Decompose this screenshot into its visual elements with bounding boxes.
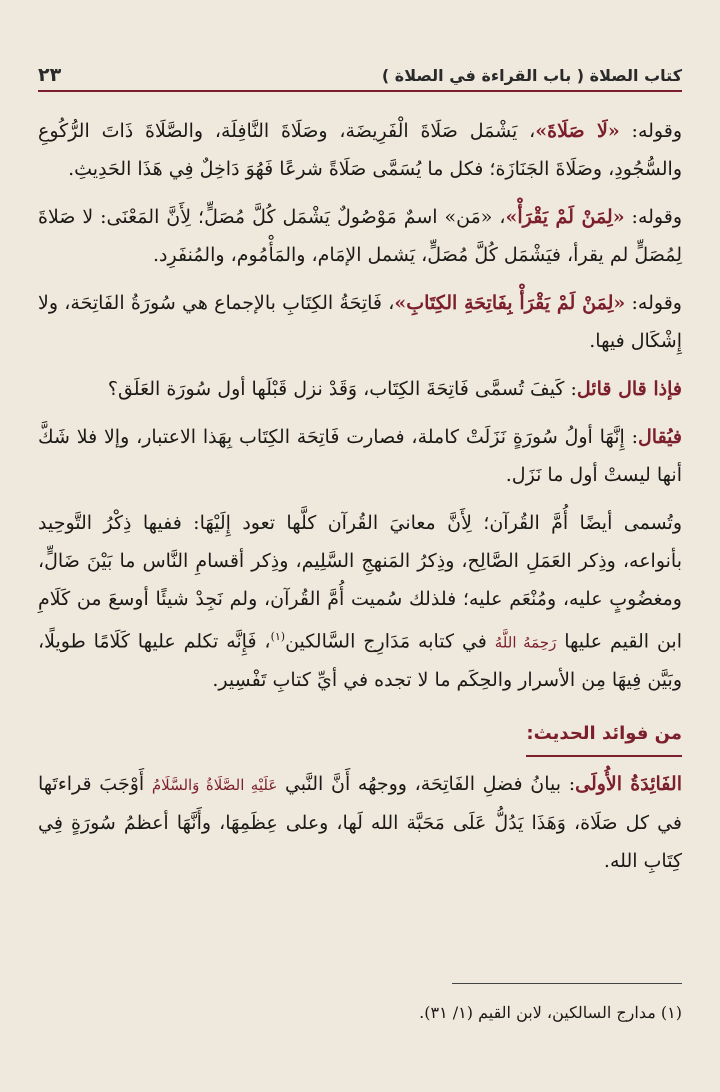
paragraph xyxy=(38,112,682,188)
hadith-quote: «لِمَنْ لَمْ يَقْرَأْ بِفَاتِحَةِ الكِتَابِ» xyxy=(394,292,626,314)
paragraph xyxy=(38,284,682,360)
page-number: ٢٣ xyxy=(38,64,62,86)
paragraph-text: : كَيفَ تُسمَّى فَاتِحَةَ الكِتَاب، وَقَدْ نزل قَبْلَها أول سُورَة العَلَق؟ xyxy=(107,378,577,400)
footnote-ref[interactable]: (١) xyxy=(270,630,286,643)
paragraph-text: في كتابه مَدَارِج السَّالكين xyxy=(285,630,495,653)
header-divider xyxy=(38,90,682,92)
question-lead: فإذا قال قائل xyxy=(576,378,682,400)
main-text xyxy=(38,112,682,890)
paragraph xyxy=(38,198,682,274)
paragraph-text: ، فَإِنَّه تكلم عليها كَلَامًا طويلًا، وبَيَّن فِيهَا مِن الأسرار والحِكَم ما لا تجده في أيِّ كتابِ تَفْسِير. xyxy=(38,630,682,692)
footnote: (١) مدارج السالكين، لابن القيم (١/ ٣١). xyxy=(419,1003,682,1022)
paragraph xyxy=(38,370,682,408)
paragraph-lead: وقوله: xyxy=(619,120,682,142)
running-title: كتاب الصلاة ( باب القراءة في الصلاة ) xyxy=(381,65,682,85)
paragraph xyxy=(38,418,682,494)
footnote-divider xyxy=(452,983,682,984)
honorific: رَحِمَهُ اللَّهُ xyxy=(494,633,557,652)
running-header xyxy=(38,62,682,88)
section-heading: من فوائد الحديث: xyxy=(526,715,682,757)
section-heading-wrap xyxy=(38,709,682,765)
paragraph xyxy=(38,765,682,880)
paragraph xyxy=(38,504,682,699)
paragraph-lead: وقوله: xyxy=(625,292,682,314)
benefit-lead: الفَائِدَةُ الأُولَى xyxy=(575,773,682,796)
paragraph-text: : إِنَّهَا أولُ سُورَةٍ نَزَلَتْ كاملة، فصارت فَاتِحَة الكِتَاب بِهَذا الاعتبار، وإلا فلا شَكَّ أنها ليستْ أول ما نَزَل. xyxy=(38,426,682,486)
paragraph-lead: وقوله: xyxy=(624,206,683,228)
honorific: عَلَيْهِ الصَّلَاةُ وَالسَّلَامُ xyxy=(151,776,278,795)
hadith-quote: «لِمَنْ لَمْ يَقْرَأْ» xyxy=(505,206,625,228)
answer-lead: فيُقال xyxy=(637,426,682,448)
paragraph-text: ، يَشْمَل صَلَاةَ الْفَرِيضَة، وصَلَاةَ النَّافِلَة، والصَّلَاةَ ذَاتَ الرُّكُوعِ والسُّجُودِ، وصَلَاةَ الجَنَازَة؛ فكل ما يُسَمَّى صَلَاةً شرعًا فَهُوَ دَاخِلٌ فِي هَذَا الحَدِيثِ. xyxy=(38,120,682,180)
paragraph-text: ، فَاتِحَةُ الكِتَابِ بالإجماع هي سُورَةُ الفَاتِحَة، ولا إِشْكَال فيها. xyxy=(38,292,682,352)
paragraph-text: ، «مَن» اسمٌ مَوْصُولٌ يَشْمَل كُلَّ مُصَلٍّ؛ لِأَنَّ المَعْنَى: لا صَلاةَ لِمُصَلٍّ لم يقرأ، فيَشْمَل كُلَّ مُصَلٍّ، يَشمل الإمَام، والمَأْمُوم، والمُنفَرِد. xyxy=(38,206,682,266)
paragraph-text: : بيانُ فضلِ الفَاتِحَة، ووجهُه أَنَّ النَّبي xyxy=(277,773,576,796)
paragraph-text: وتُسمى أيضًا أُمَّ القُرآن؛ لِأَنَّ معانيَ القُرآن كلَّها تعود إِلَيْهَا: ففيها ذِكْرُ التَّوحِيد بأنواعه، وذِكر العَمَلِ الصَّالِح، وذِكرُ المَنهجِ السَّلِيم، وذِكر أقسامِ النَّاس ما بَيْنَ ضَالٍّ، ومغضُوبٍ عليه، ومُنْعَم عليه؛ فلذلك سُميت أُمَّ القُرآن، ولم نَجِدْ شيئًا أوسعَ من كَلَامِ ابن القيم عليها xyxy=(38,512,682,653)
paragraph-text: أَوْجَبَ قراءتَها في كل صَلَاة، وَهَذَا يَدُلُّ عَلَى مَحَبَّة الله لَها، وعلى عِظَمِهَا، وأَنَّهَا أعظمُ سُورَةٍ فِي كِتَابِ الله. xyxy=(38,773,682,873)
hadith-quote: «لَا صَلَاةَ» xyxy=(535,120,620,142)
